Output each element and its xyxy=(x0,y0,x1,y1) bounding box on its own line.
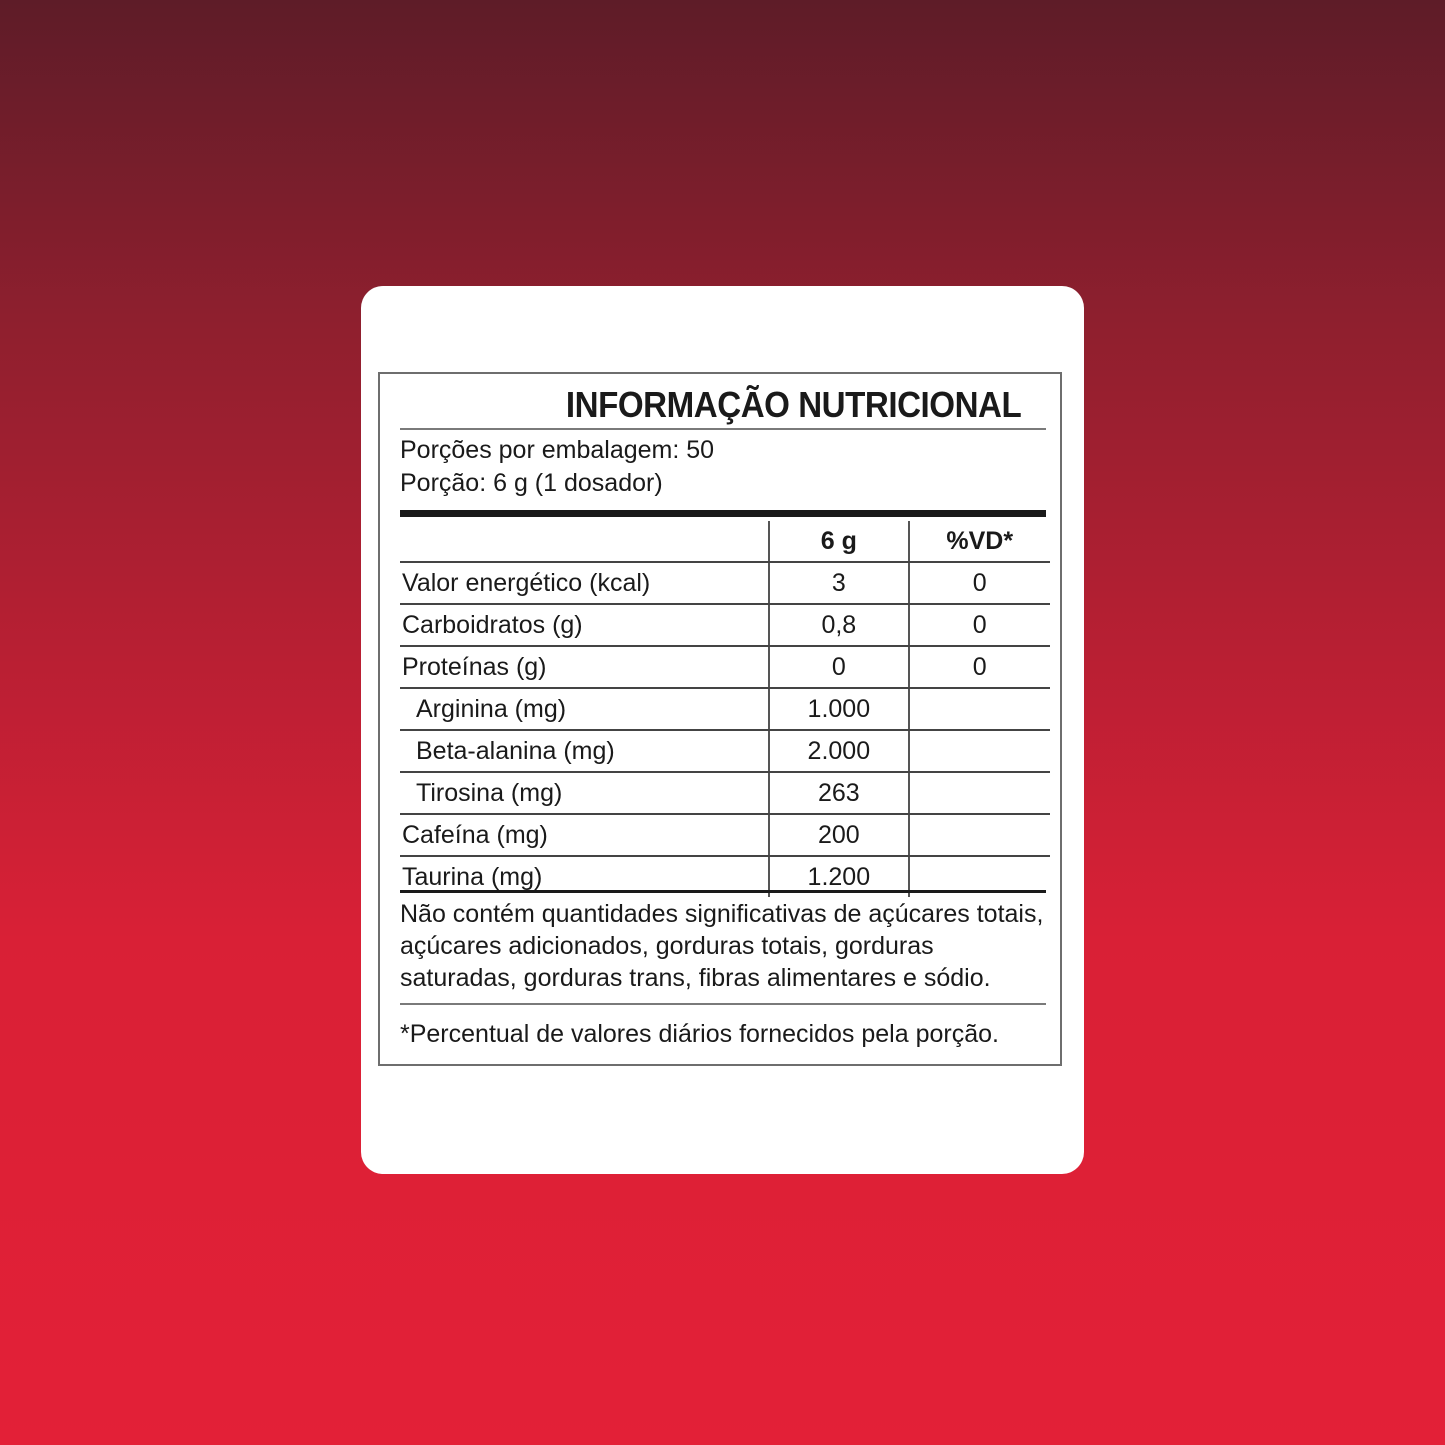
servings-divider xyxy=(400,510,1046,517)
nutrition-facts-label xyxy=(378,372,1062,1066)
nutrient-daily-value: 0 xyxy=(909,562,1050,604)
nutrient-name: Carboidratos (g) xyxy=(400,604,769,646)
nutrient-name: Cafeína (mg) xyxy=(400,814,769,856)
nutrient-table xyxy=(400,521,1050,897)
table-row xyxy=(400,814,1050,856)
nutrient-amount: 263 xyxy=(769,772,908,814)
nutrient-name: Beta-alanina (mg) xyxy=(400,730,769,772)
table-row xyxy=(400,604,1050,646)
column-header-daily-value: %VD* xyxy=(909,521,1050,562)
column-header-nutrient xyxy=(400,521,769,562)
nutrient-daily-value xyxy=(909,730,1050,772)
footnote-text: *Percentual de valores diários fornecidos pela porção. xyxy=(400,1020,999,1048)
title-divider xyxy=(400,428,1046,430)
nutrient-daily-value: 0 xyxy=(909,646,1050,688)
nutrient-daily-value: 0 xyxy=(909,604,1050,646)
footnote-divider xyxy=(400,1003,1046,1005)
table-header-row xyxy=(400,521,1050,562)
nutrient-amount: 0,8 xyxy=(769,604,908,646)
nutrient-daily-value xyxy=(909,814,1050,856)
nutrient-daily-value xyxy=(909,772,1050,814)
nutrient-name: Taurina (mg) xyxy=(400,856,769,897)
nutrient-amount: 1.200 xyxy=(769,856,908,897)
nutrient-name: Tirosina (mg) xyxy=(400,772,769,814)
label-card xyxy=(361,286,1084,1174)
table-row xyxy=(400,730,1050,772)
table-row xyxy=(400,772,1050,814)
table-row xyxy=(400,688,1050,730)
table-row xyxy=(400,562,1050,604)
nutrient-name: Valor energético (kcal) xyxy=(400,562,769,604)
table-row xyxy=(400,646,1050,688)
disclaimer-text: Não contém quantidades significativas de açúcares totais, açúcares adicionados, gorduras totais, gorduras saturadas, gorduras trans, fibras alimentares e sódio. xyxy=(400,900,1044,992)
column-header-amount: 6 g xyxy=(769,521,908,562)
table-bottom-divider xyxy=(400,890,1046,893)
nutrient-name: Arginina (mg) xyxy=(400,688,769,730)
nutrient-amount: 0 xyxy=(769,646,908,688)
nutrient-amount: 3 xyxy=(769,562,908,604)
nutrient-amount: 2.000 xyxy=(769,730,908,772)
nutrient-name: Proteínas (g) xyxy=(400,646,769,688)
nutrient-daily-value xyxy=(909,688,1050,730)
nutrient-amount: 200 xyxy=(769,814,908,856)
label-title: INFORMAÇÃO NUTRICIONAL xyxy=(565,384,1022,425)
nutrient-amount: 1.000 xyxy=(769,688,908,730)
serving-size: Porção: 6 g (1 dosador) xyxy=(400,469,663,497)
servings-per-package: Porções por embalagem: 50 xyxy=(400,436,715,464)
